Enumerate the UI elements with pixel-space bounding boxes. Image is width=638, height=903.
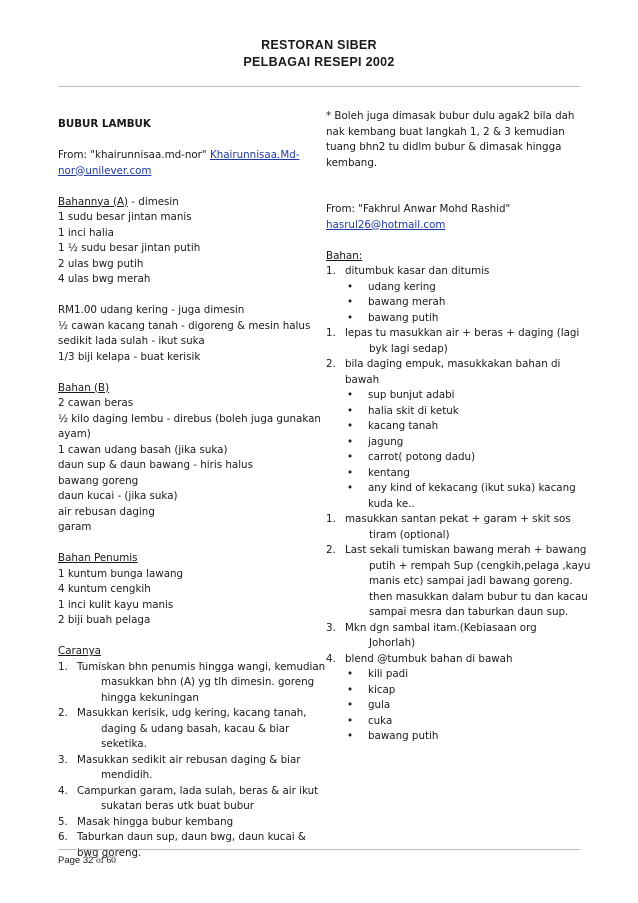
step-number: 1. [326, 327, 336, 339]
ingredient-line: 1/3 biji kelapa - buat kerisik [58, 350, 201, 363]
page-prefix: Page 32 [58, 855, 97, 866]
bullet-item: • jagung [326, 435, 590, 451]
bullet-item: • gula [326, 698, 590, 714]
ingredient-line: 4 ulas bwg merah [58, 273, 151, 285]
ingredient-line: ½ cawan kacang tanah - digoreng & mesin halus [58, 319, 311, 332]
step-number: 1. [326, 513, 336, 525]
step-number: 1. [326, 265, 336, 277]
step-number: 6. [58, 831, 68, 843]
ingredient-line: daun sup & daun bawang - hiris halus [58, 459, 253, 471]
note-line: tuang bhn2 tu didlm bubur & dimasak hingga [326, 141, 562, 153]
left-column [58, 117, 325, 861]
step-line: 4. blend @tumbuk bahan di bawah [326, 652, 590, 668]
ingredient-line: daun kucai - (jika suka) [58, 490, 178, 502]
page-number [58, 855, 116, 866]
bullet-item: • any kind of kekacang (ikut suka) kacang [326, 481, 590, 497]
bullet-item: • udang kering [326, 280, 590, 296]
step-number: 4. [58, 784, 68, 797]
ingredient-line: 2 biji buah pelaga [58, 614, 151, 626]
bullet-item: • kentang [326, 466, 590, 482]
note-line: kembang. [326, 156, 378, 169]
step-continuation: tiram (optional) [369, 528, 450, 541]
email-link[interactable]: hasrul26@hotmail.com [326, 218, 446, 231]
step-line: 1. lepas tu masukkan air + beras + daging (lagi [326, 326, 590, 342]
step-continuation: byk lagi sedap) [369, 342, 448, 355]
step-continuation: hingga kekuningan [101, 691, 199, 704]
bullet-item: • kili padi [326, 667, 590, 683]
note-line: * Boleh juga dimasak bubur dulu agak2 bila dah [326, 110, 575, 122]
step-number: 5. [58, 815, 68, 828]
ingredient-line: 1 inci kulit kayu manis [58, 598, 174, 611]
bullet-item: • bawang putih [326, 311, 590, 327]
step-line: 3. Mkn dgn sambal itam.(Kebiasaan org [326, 621, 590, 637]
right-column [326, 109, 590, 745]
from-prefix: From: "khairunnisaa.md-nor" [58, 149, 210, 161]
step-line: 1. ditumbuk kasar dan ditumis [326, 264, 590, 280]
step-line: 1. Tumiskan bhn penumis hingga wangi, kemudian [58, 660, 325, 676]
ingredient-line: 2 cawan beras [58, 397, 134, 409]
step-continuation: seketika. [101, 738, 147, 750]
bullet-item: • bawang merah [326, 295, 590, 311]
page-total: of 60 [96, 856, 116, 866]
step-number: 2. [326, 358, 336, 370]
bahan-a-label: Bahannya (A) [58, 195, 129, 208]
step-continuation: sampai mesra dan taburkan daun sup. [369, 606, 569, 618]
ingredient-line: 2 ulas bwg putih [58, 257, 144, 270]
ingredient-line: RM1.00 udang kering - juga dimesin [58, 304, 245, 316]
step-continuation: putih + rempah Sup (cengkih,pelaga ,kayu [369, 559, 591, 572]
email-link-part2[interactable]: nor@unilever.com [58, 164, 152, 177]
step-number: 2. [58, 707, 68, 719]
bahan-a-heading [58, 195, 325, 211]
ingredient-line: 1 sudu besar jintan manis [58, 211, 192, 223]
step-continuation: sukatan beras utk buat bubur [101, 800, 255, 812]
from-line: From: "Fakhrul Anwar Mohd Rashid" [326, 203, 511, 215]
ingredient-line: 1 cawan udang basah (jika suka) [58, 443, 228, 456]
step-continuation: bawah [345, 373, 380, 386]
bullet-item: • sup bunjut adabi [326, 388, 590, 404]
document-title: RESTORAN SIBER [261, 38, 377, 52]
ingredient-line: garam [58, 521, 92, 533]
header-divider [58, 86, 580, 87]
ingredient-line: 1 inci halia [58, 226, 114, 239]
step-line: 6. Taburkan daun sup, daun bwg, daun kucai & [58, 830, 325, 846]
ingredient-line: 1 kuntum bunga lawang [58, 567, 184, 580]
step-continuation: Johorlah) [369, 637, 416, 649]
bahan-heading: Bahan: [326, 249, 363, 262]
step-line: 2. bila daging empuk, masukkakan bahan di [326, 357, 590, 373]
step-number: 4. [326, 652, 336, 665]
bullet-item: • halia skit di ketuk [326, 404, 590, 420]
step-line: 2. Last sekali tumiskan bawang merah + bawang [326, 543, 590, 559]
bullet-item: • kicap [326, 683, 590, 699]
penumis-heading: Bahan Penumis [58, 552, 138, 564]
step-line: 3. Masukkan sedikit air rebusan daging & biar [58, 753, 325, 769]
ingredient-line: 4 kuntum cengkih [58, 583, 151, 595]
bahan-a-suffix: - dimesin [128, 195, 179, 208]
bullet-item: • kacang tanah [326, 419, 590, 435]
note-line: nak kembang buat langkah 1, 2 & 3 kemudian [326, 125, 565, 138]
document-subtitle: PELBAGAI RESEPI 2002 [243, 55, 395, 69]
footer-divider [58, 849, 580, 850]
step-continuation: daging & udang basah, kacau & biar [101, 722, 290, 735]
step-continuation: manis etc) sampai jadi bawang goreng. [369, 575, 573, 587]
step-number: 1. [58, 660, 68, 673]
step-line: 2. Masukkan kerisik, udg kering, kacang tanah, [58, 706, 325, 722]
step-continuation: then masukkan dalam bubur tu dan kacau [369, 590, 588, 603]
caranya-heading: Caranya [58, 645, 101, 657]
bullet-item: • cuka [326, 714, 590, 730]
bullet-item: • carrot( potong dadu) [326, 450, 590, 466]
step-line: 5. Masak hingga bubur kembang [58, 815, 325, 831]
ingredient-line: ½ kilo daging lembu - direbus (boleh juga gunakan [58, 412, 321, 425]
bullet-continuation: kuda ke.. [368, 497, 415, 510]
step-continuation: masukkan bhn (A) yg tlh dimesin. goreng [101, 676, 315, 688]
ingredient-line: air rebusan daging [58, 505, 155, 518]
step-line: 1. masukkan santan pekat + garam + skit sos [326, 512, 590, 528]
from-line [58, 148, 325, 164]
step-line: 4. Campurkan garam, lada sulah, beras & air ikut [58, 784, 325, 800]
step-number: 3. [58, 753, 68, 766]
step-number: 2. [326, 544, 336, 556]
recipe-title: BUBUR LAMBUK [58, 118, 151, 130]
email-link-part1[interactable]: Khairunnisaa.Md- [209, 149, 300, 161]
ingredient-line: ayam) [58, 428, 91, 440]
step-number: 3. [326, 621, 336, 634]
ingredient-line: sedikit lada sulah - ikut suka [58, 335, 205, 347]
step-continuation: bwg goreng. [77, 846, 142, 859]
step-continuation: mendidih. [101, 769, 153, 781]
bahan-b-heading: Bahan (B) [58, 381, 110, 394]
bullet-item: • bawang putih [326, 729, 590, 745]
ingredient-line: 1 ½ sudu besar jintan putih [58, 242, 201, 254]
ingredient-line: bawang goreng [58, 474, 139, 487]
